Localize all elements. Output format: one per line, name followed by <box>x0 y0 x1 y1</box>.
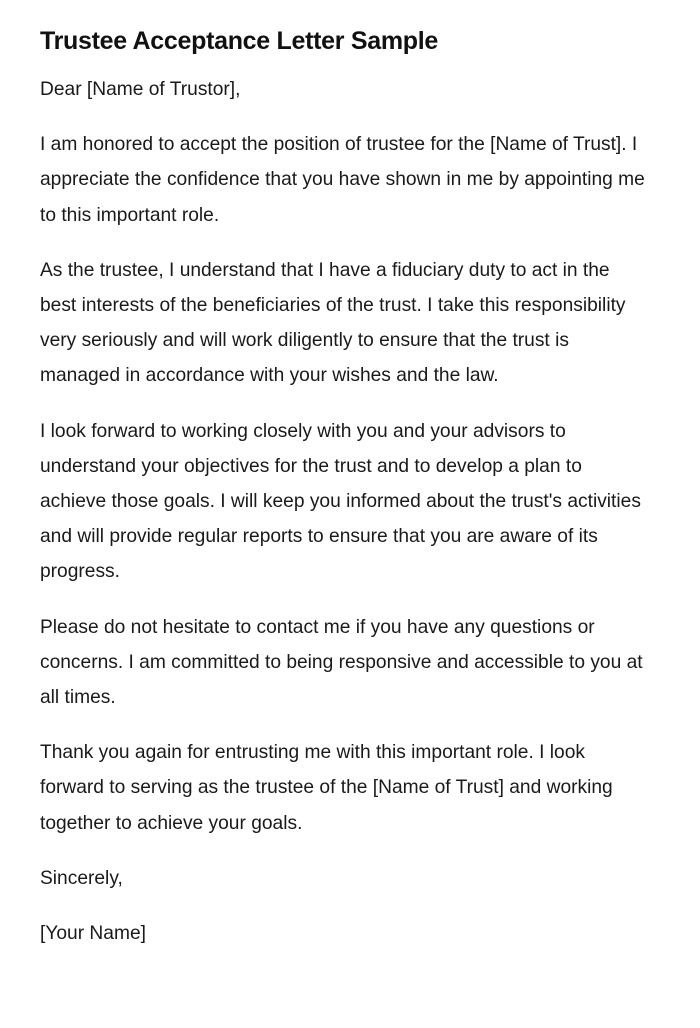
letter-paragraph-collaboration: I look forward to working closely with you and your advisors to understand your objectives for the trust and to develop a plan to achieve those goals. I will keep you informed about the trust's activities and will provide regular reports to ensure that you are aware of its progress. <box>40 420 641 583</box>
letter-paragraph-fiduciary-duty: As the trustee, I understand that I have a fiduciary duty to act in the best interests of the beneficiaries of the trust. I take this responsibility very seriously and will work diligently to ensure that the trust is managed in accordance with your wishes and the law. <box>40 259 626 387</box>
letter-signature: [Your Name] <box>40 923 146 945</box>
letter-title: Trustee Acceptance Letter Sample <box>40 27 438 55</box>
letter-paragraph-contact: Please do not hesitate to contact me if you have any questions or concerns. I am committed to being responsive and accessible to you at all times. <box>40 616 643 709</box>
letter-closing: Sincerely, <box>40 867 123 889</box>
letter-paragraph-thanks: Thank you again for entrusting me with this important role. I look forward to serving as the trustee of the [Name of Trust] and working together to achieve your goals. <box>40 742 613 834</box>
letter-paragraph-acceptance: I am honored to accept the position of trustee for the [Name of Trust]. I appreciate the confidence that you have shown in me by appointing me to this important role. <box>40 134 645 226</box>
letter-salutation: Dear [Name of Trustor], <box>40 79 241 100</box>
letter-document <box>40 24 650 971</box>
